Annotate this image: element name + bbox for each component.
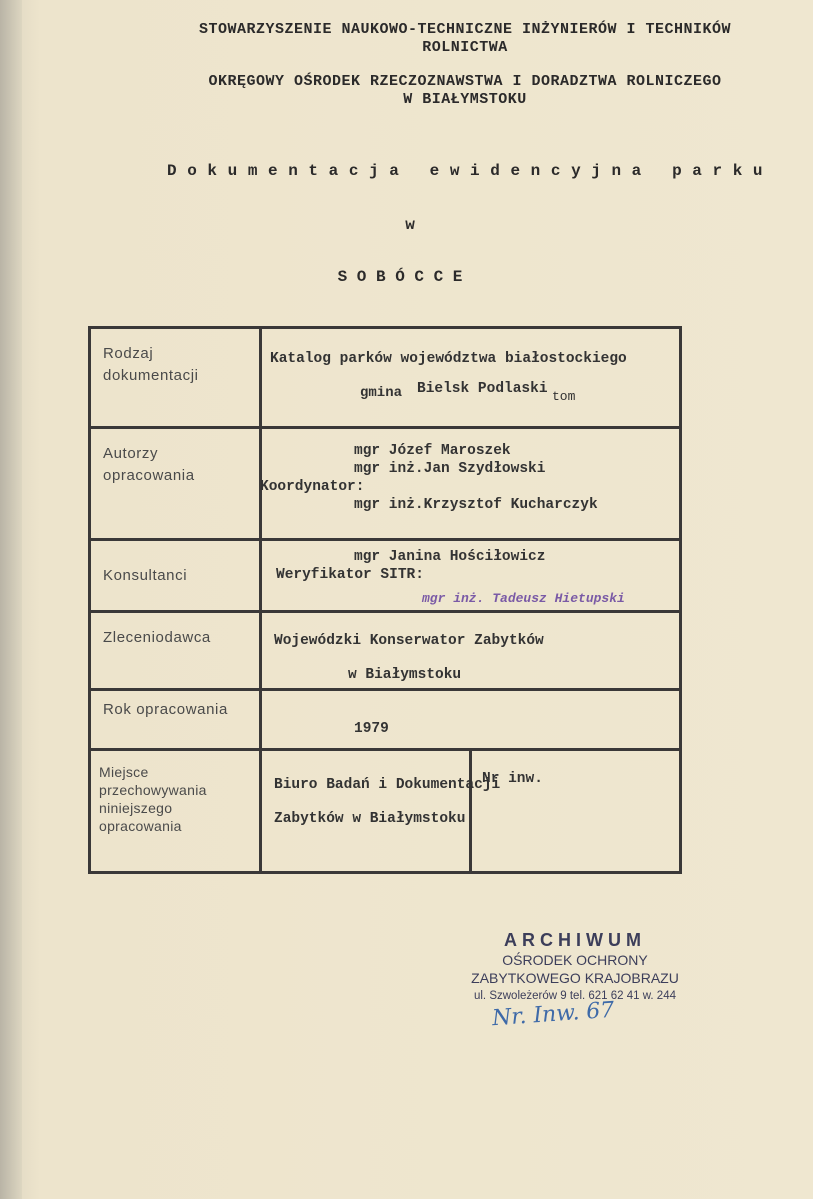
koordynator-value: mgr inż.Krzysztof Kucharczyk <box>354 497 598 513</box>
stamp-line-4: ul. Szwoleżerów 9 tel. 621 62 41 w. 244 <box>473 990 676 1002</box>
rodzaj-value-cell <box>261 328 681 428</box>
documentation-table <box>88 326 682 874</box>
zleceniodawca-label: Zleceniodawca <box>90 612 261 690</box>
zleceniodawca-value-cell <box>261 612 681 690</box>
title-place: S O B Ó C C E <box>337 268 463 286</box>
rok-label: Rok opracowania <box>90 690 261 750</box>
header-line-2: ROLNICTWA <box>422 39 508 56</box>
zleceniodawca-line-1: Wojewódzki Konserwator Zabytków <box>274 633 544 649</box>
gmina-label: gmina <box>360 385 403 401</box>
rodzaj-label: Rodzaj dokumentacji <box>90 328 261 428</box>
autorzy-label: Autorzy opracowania <box>90 428 261 540</box>
rodzaj-value: Katalog parków województwa białostockiego <box>270 351 627 367</box>
binding-edge <box>0 0 22 1199</box>
miejsce-label: Miejsce przechowywania niniejszego opracowania <box>90 750 261 873</box>
rok-value-cell <box>261 690 681 750</box>
tom-label: tom <box>552 389 576 404</box>
nr-inw-label: Nr inw. <box>482 771 543 787</box>
miejsce-line-1: Biuro Badań i Dokumentacji <box>274 777 501 793</box>
nr-inw-cell <box>471 750 681 873</box>
stamp-line-1: ARCHIWUM <box>504 930 646 950</box>
konsultanci-value-cell <box>261 540 681 612</box>
miejsce-line-2: Zabytków w Białymstoku <box>274 811 466 827</box>
handwritten-inventory-number: Nr. Inw. 67 <box>491 997 616 1032</box>
stamp-line-2: OŚRODEK OCHRONY <box>502 952 648 968</box>
row-rok <box>90 690 681 750</box>
stamp-line-3: ZABYTKOWEGO KRAJOBRAZU <box>471 970 679 986</box>
weryfikator-label: Weryfikator SITR: <box>276 567 424 583</box>
row-autorzy <box>90 428 681 540</box>
title-w: w <box>405 216 415 234</box>
weryfikator-stamp: mgr inż. Tadeusz Hietupski <box>422 591 625 606</box>
zleceniodawca-line-2: w Białymstoku <box>348 667 462 683</box>
konsultanci-label: Konsultanci <box>90 540 261 612</box>
miejsce-value-cell <box>261 750 501 873</box>
autorzy-value-cell <box>261 428 681 540</box>
header-line-1: STOWARZYSZENIE NAUKOWO-TECHNICZNE INŻYNIERÓW I TECHNIKÓW <box>198 21 732 38</box>
rok-value: 1979 <box>354 721 389 737</box>
row-konsultanci <box>90 540 681 612</box>
konsultant-value: mgr Janina Hościłowicz <box>354 549 546 565</box>
archive-stamp <box>440 930 710 1005</box>
row-zleceniodawca <box>90 612 681 690</box>
header-line-3: OKRĘGOWY OŚRODEK RZECZOZNAWSTWA I DORADZTWA ROLNICZEGO <box>208 73 722 90</box>
autor-2: mgr inż.Jan Szydłowski <box>354 461 546 477</box>
koordynator-label: Koordynator: <box>260 479 365 495</box>
autor-1: mgr Józef Maroszek <box>354 443 511 459</box>
gmina-value: Bielsk Podlaski <box>417 381 548 397</box>
row-rodzaj <box>90 328 681 428</box>
header-line-4: W BIAŁYMSTOKU <box>403 91 527 108</box>
document-title: D o k u m e n t a c j a e w i d e n c y j n a p a r k u <box>167 162 763 180</box>
row-miejsce <box>90 750 681 873</box>
